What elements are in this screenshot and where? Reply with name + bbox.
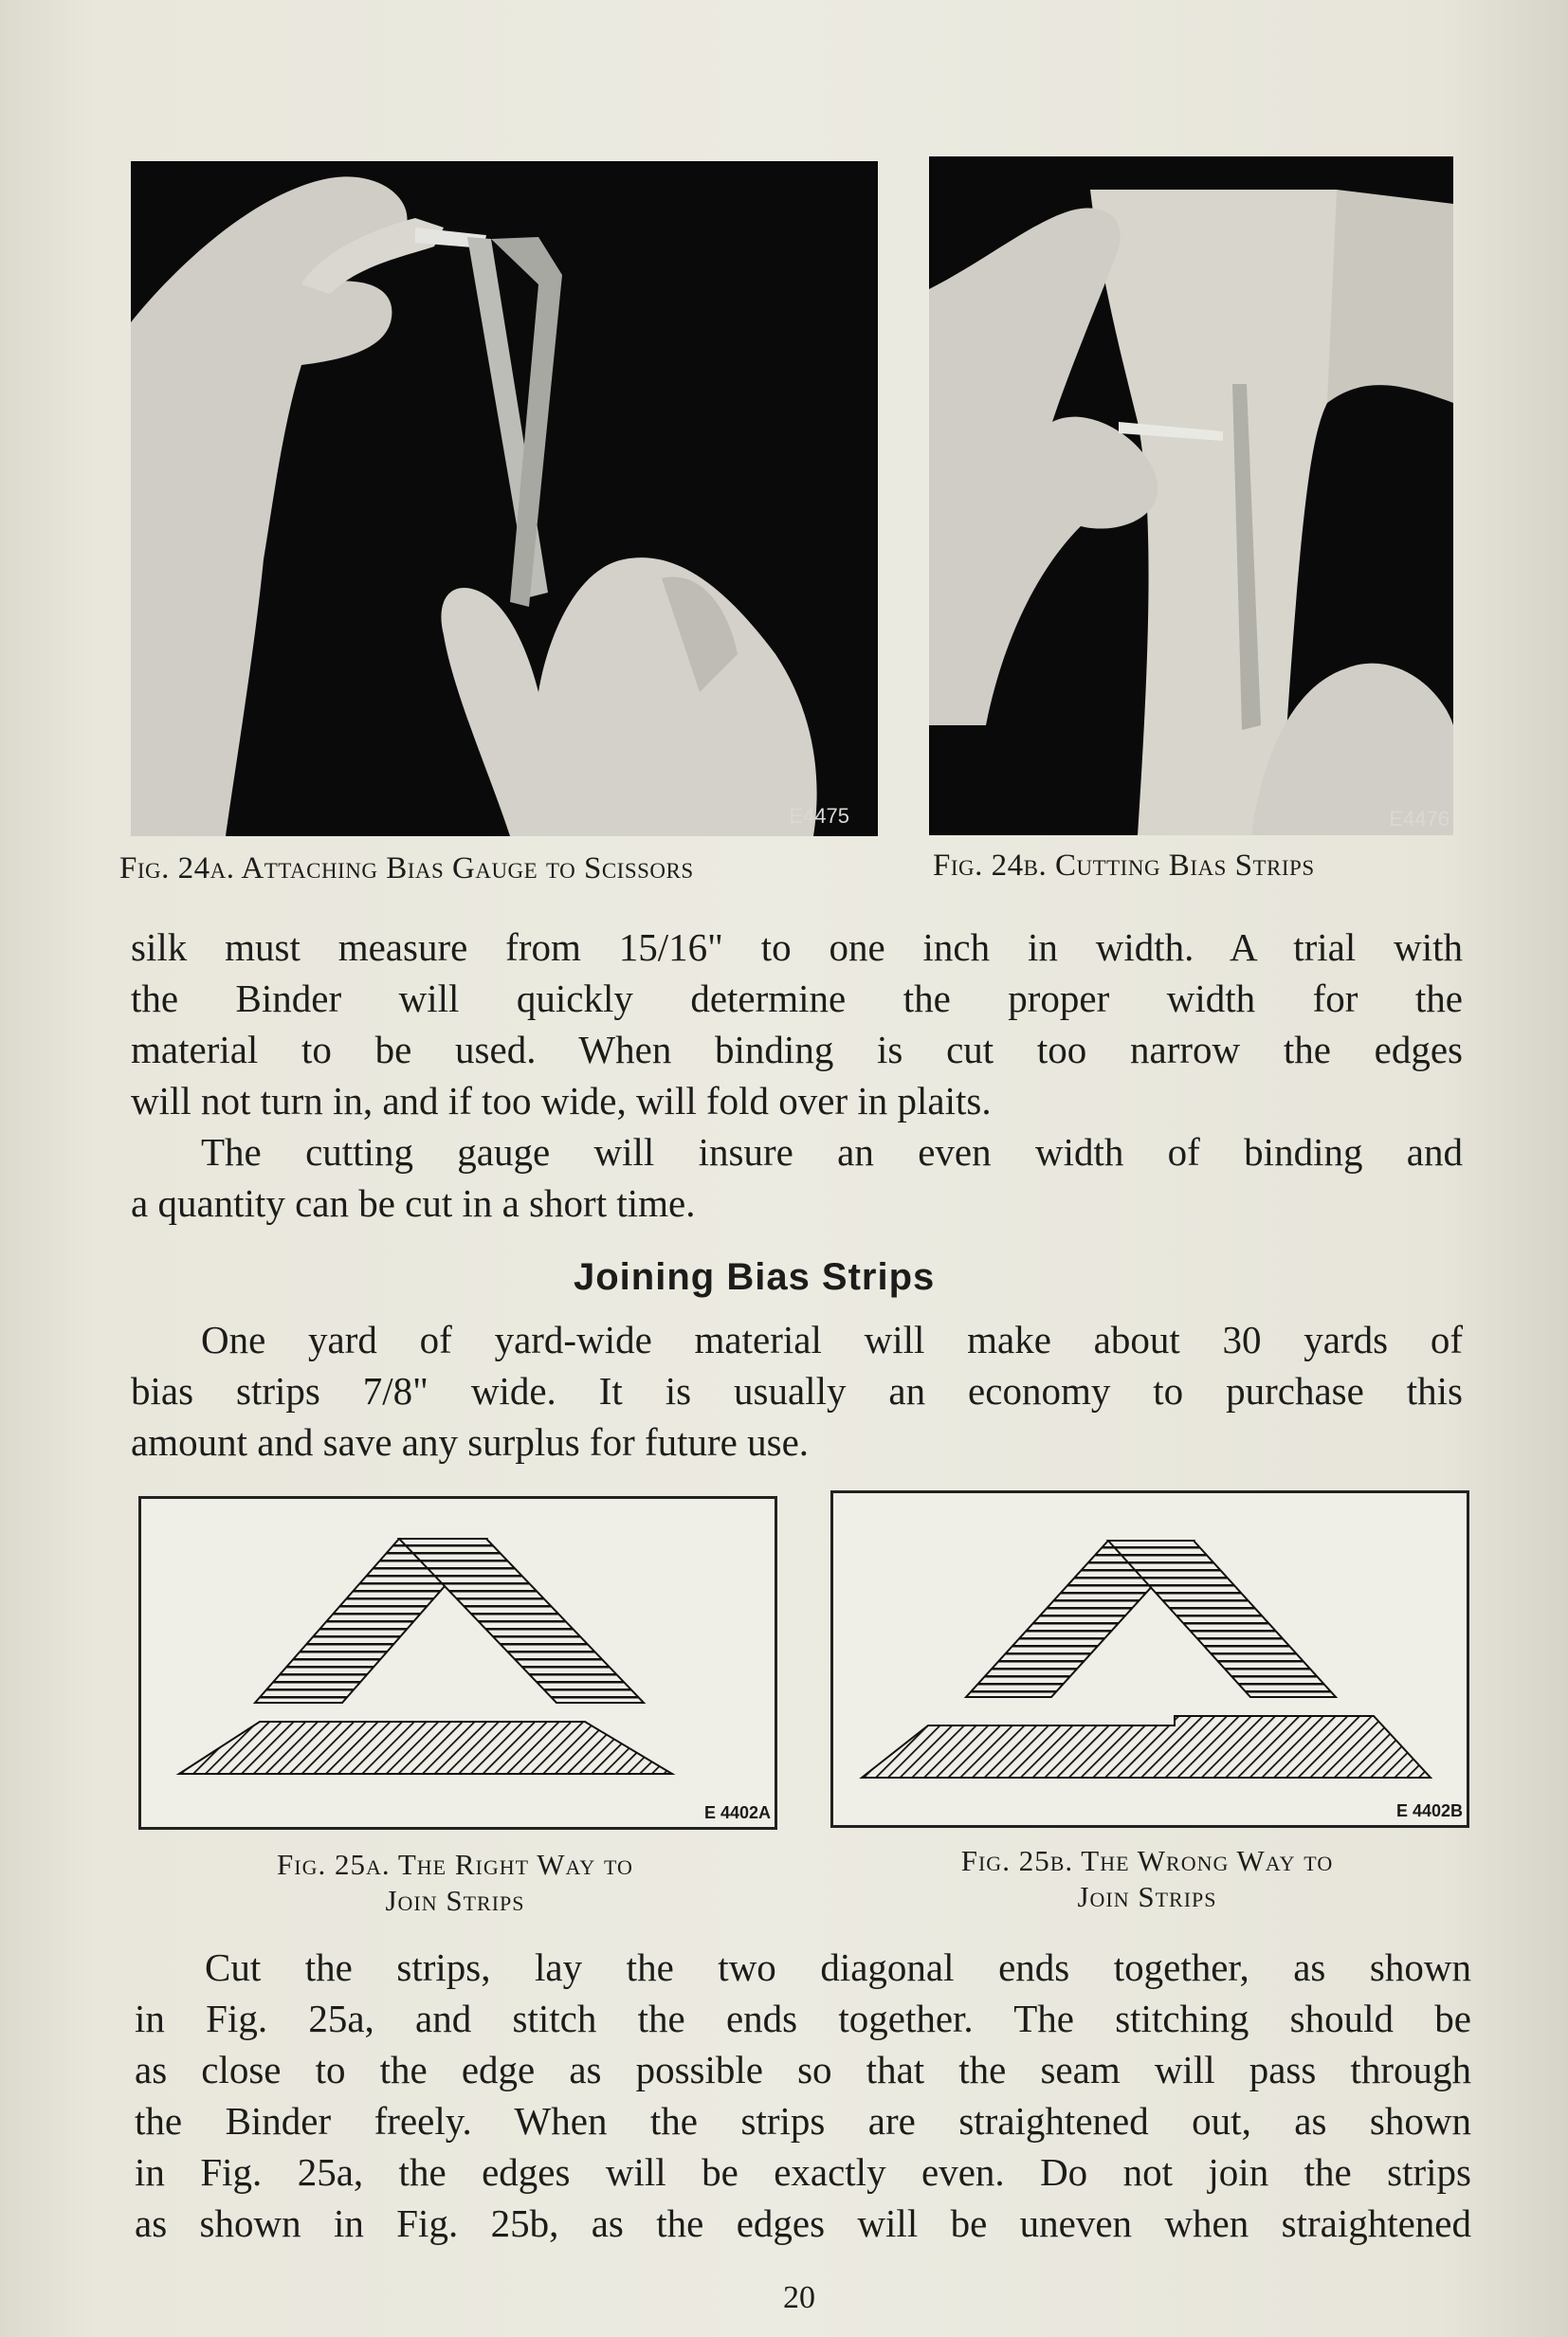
diagram-code-25a: E 4402A — [703, 1803, 771, 1822]
text-line: in Fig. 25a, the edges will be exactly even. Do not join the strips — [135, 2150, 1471, 2194]
text-line: bias strips 7/8" wide. It is usually an economy to purchase this — [131, 1369, 1463, 1413]
caption-line: Join Strips — [1077, 1880, 1217, 1913]
diagram-wrong-way — [830, 1490, 1469, 1828]
photo-attaching-gauge — [131, 161, 878, 836]
caption-line: Fig. 25b. The Wrong Way to — [960, 1844, 1334, 1877]
text-line: silk must measure from 15/16" to one inch in width. A trial with — [131, 925, 1463, 969]
text-line: as shown in Fig. 25b, as the edges will be uneven when straightened — [135, 2201, 1471, 2245]
hand-cutting-fabric-illustration — [929, 156, 1453, 835]
paragraph-joining-instructions — [135, 1942, 1471, 2249]
diagram-code-25b: E 4402B — [1395, 1801, 1463, 1820]
paragraph-yard-material — [131, 1314, 1463, 1468]
text-line: the Binder will quickly determine the proper width for the — [131, 977, 1463, 1020]
caption-line: Fig. 25a. The Right Way to — [277, 1848, 633, 1881]
strip-join-diagram-b — [833, 1493, 1467, 1825]
caption-fig-24a: Fig. 24a. Attaching Bias Gauge to Scissors — [119, 851, 694, 886]
text-line: material to be used. When binding is cut too narrow the edges — [131, 1028, 1463, 1071]
text-line: in Fig. 25a, and stitch the ends together. The stitching should be — [135, 1997, 1471, 2040]
caption-fig-25b — [830, 1843, 1464, 1915]
text-line: will not turn in, and if too wide, will fold over in plaits. — [131, 1079, 992, 1123]
photo-code-24a: E4475 — [789, 804, 849, 828]
hands-scissors-illustration — [131, 161, 878, 836]
caption-line: Join Strips — [385, 1884, 525, 1917]
caption-fig-24b: Fig. 24b. Cutting Bias Strips — [933, 849, 1315, 883]
text-line: a quantity can be cut in a short time. — [131, 1181, 696, 1225]
diagram-right-way — [138, 1496, 777, 1830]
paragraph-cutting-gauge — [131, 1126, 1463, 1229]
text-line: as close to the edge as possible so that the seam will pass through — [135, 2048, 1471, 2091]
section-heading: Joining Bias Strips — [574, 1256, 936, 1298]
page-number: 20 — [783, 2280, 815, 2315]
text-line: Cut the strips, lay the two diagonal ends together, as shown — [205, 1945, 1471, 1989]
strip-join-diagram-a — [141, 1499, 775, 1827]
photo-cutting-strips — [929, 156, 1453, 835]
text-line: amount and save any surplus for future use. — [131, 1420, 810, 1464]
text-line: the Binder freely. When the strips are straightened out, as shown — [135, 2099, 1471, 2143]
text-line: The cutting gauge will insure an even width of binding and — [201, 1130, 1463, 1174]
photo-code-24b: E4476 — [1389, 807, 1449, 831]
caption-fig-25a — [138, 1847, 772, 1919]
paragraph-binding-width — [131, 922, 1463, 1126]
text-line: One yard of yard-wide material will make about 30 yards of — [201, 1318, 1463, 1361]
